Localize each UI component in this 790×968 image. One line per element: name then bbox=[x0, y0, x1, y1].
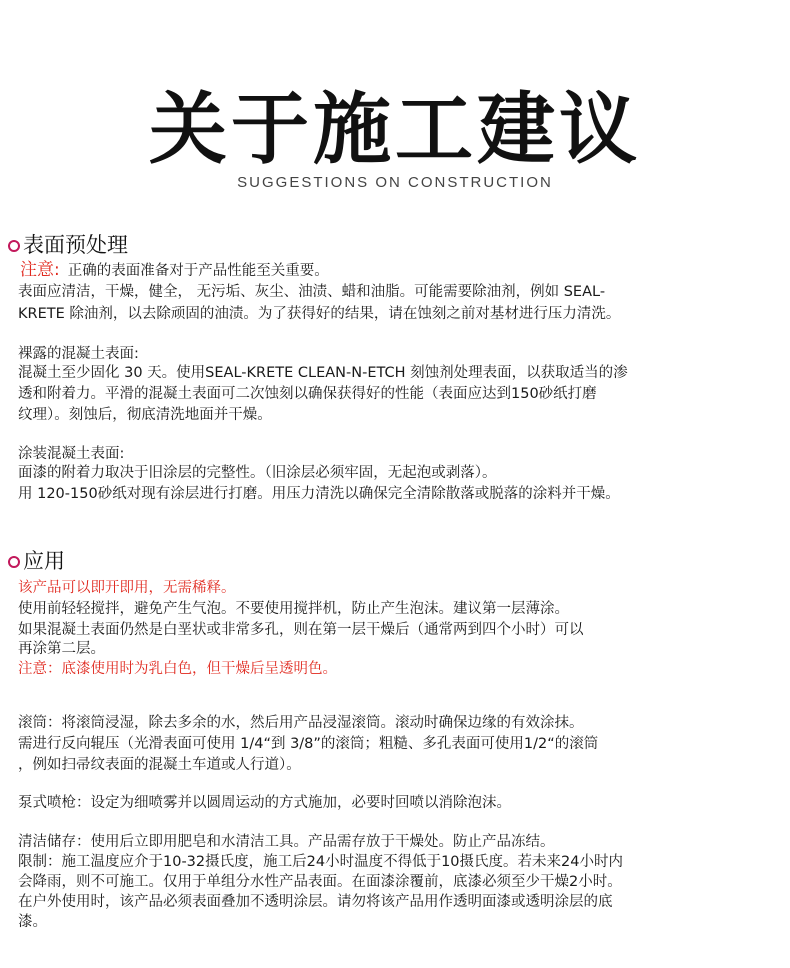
bare-concrete-title: 裸露的混凝土表面: bbox=[18, 346, 139, 362]
limit-line1: 限制：施工温度应介于10-32摄氏度，施工后24小时温度不得低于10摄氏度。若未来24小时内 bbox=[18, 854, 623, 870]
roller-line1: 滚筒：将滚筒浸湿，除去多余的水，然后用产品浸湿滚筒。滚动时确保边缘的有效涂抹。 bbox=[18, 715, 584, 731]
application-warning-ready-to-use: 该产品可以即开即用，无需稀释。 bbox=[18, 580, 236, 596]
circle-bullet-icon bbox=[8, 240, 20, 252]
coated-concrete-title: 涂装混凝土表面: bbox=[18, 446, 125, 462]
bare-concrete-line1: 混凝土至少固化 30 天。使用SEAL-KRETE CLEAN-N-ETCH 刻蚀剂处理表面，以获取适当的渗 bbox=[18, 365, 628, 381]
roller-line3: ，例如扫帚纹表面的混凝土车道或人行道）。 bbox=[18, 757, 301, 773]
limit-line3: 在户外使用时，该产品必须表面叠加不透明涂层。请勿将该产品用作透明面漆或透明涂层的底 bbox=[18, 894, 613, 910]
section-heading-surface-prep bbox=[8, 232, 128, 258]
circle-bullet-icon bbox=[8, 556, 20, 568]
surface-prep-heading-text: 表面预处理 bbox=[23, 233, 128, 257]
application-line2: 如果混凝土表面仍然是白垩状或非常多孔，则在第一层干燥后（通常两到四个小时）可以 bbox=[18, 622, 584, 638]
application-warning-color: 注意：底漆使用时为乳白色，但干燥后呈透明色。 bbox=[18, 661, 337, 677]
surface-prep-note bbox=[20, 261, 329, 281]
limit-line4: 漆。 bbox=[18, 914, 47, 930]
note-text: 正确的表面准备对于产品性能至关重要。 bbox=[67, 263, 329, 279]
clean-storage-line: 清洁储存：使用后立即用肥皂和水清洁工具。产品需存放于干燥处。防止产品冻结。 bbox=[18, 834, 555, 850]
bare-concrete-line3: 纹理）。刻蚀后，彻底清洗地面并干燥。 bbox=[18, 407, 272, 423]
page-subtitle: SUGGESTIONS ON CONSTRUCTION bbox=[237, 174, 553, 191]
roller-line2: 需进行反向辊压（光滑表面可使用 1/4“到 3/8”的滚筒；粗糙、多孔表面可使用1/2“的滚筒 bbox=[18, 736, 599, 752]
spray-line: 泵式喷枪：设定为细喷雾并以圆周运动的方式施加，必要时回喷以消除泡沫。 bbox=[18, 795, 511, 811]
surface-prep-para1-line1: 表面应清洁，干燥，健全， 无污垢、灰尘、油渍、蜡和油脂。可能需要除油剂，例如 SEAL- bbox=[18, 284, 606, 300]
application-line1: 使用前轻轻搅拌，避免产生气泡。不要使用搅拌机，防止产生泡沫。建议第一层薄涂。 bbox=[18, 601, 569, 617]
coated-concrete-line1: 面漆的附着力取决于旧涂层的完整性。（旧涂层必须牢固，无起泡或剥落）。 bbox=[18, 465, 497, 481]
surface-prep-para1-line2: KRETE 除油剂，以去除顽固的油渍。为了获得好的结果，请在蚀刻之前对基材进行压力清洗。 bbox=[18, 306, 621, 322]
coated-concrete-line2: 用 120-150砂纸对现有涂层进行打磨。用压力清洗以确保完全清除散落或脱落的涂料并干燥。 bbox=[18, 486, 620, 502]
limit-line2: 会降雨，则不可施工。仅用于单组分水性产品表面。在面漆涂覆前，底漆必须至少干燥2小时。 bbox=[18, 874, 622, 890]
bare-concrete-line2: 透和附着力。平滑的混凝土表面可二次蚀刻以确保获得好的性能（表面应达到150砂纸打磨 bbox=[18, 386, 597, 402]
application-line3: 再涂第二层。 bbox=[18, 641, 105, 657]
application-heading-text: 应用 bbox=[23, 549, 65, 573]
note-label: 注意: bbox=[20, 260, 60, 280]
section-heading-application bbox=[8, 548, 65, 574]
page-title: 关于施工建议 bbox=[148, 85, 641, 175]
